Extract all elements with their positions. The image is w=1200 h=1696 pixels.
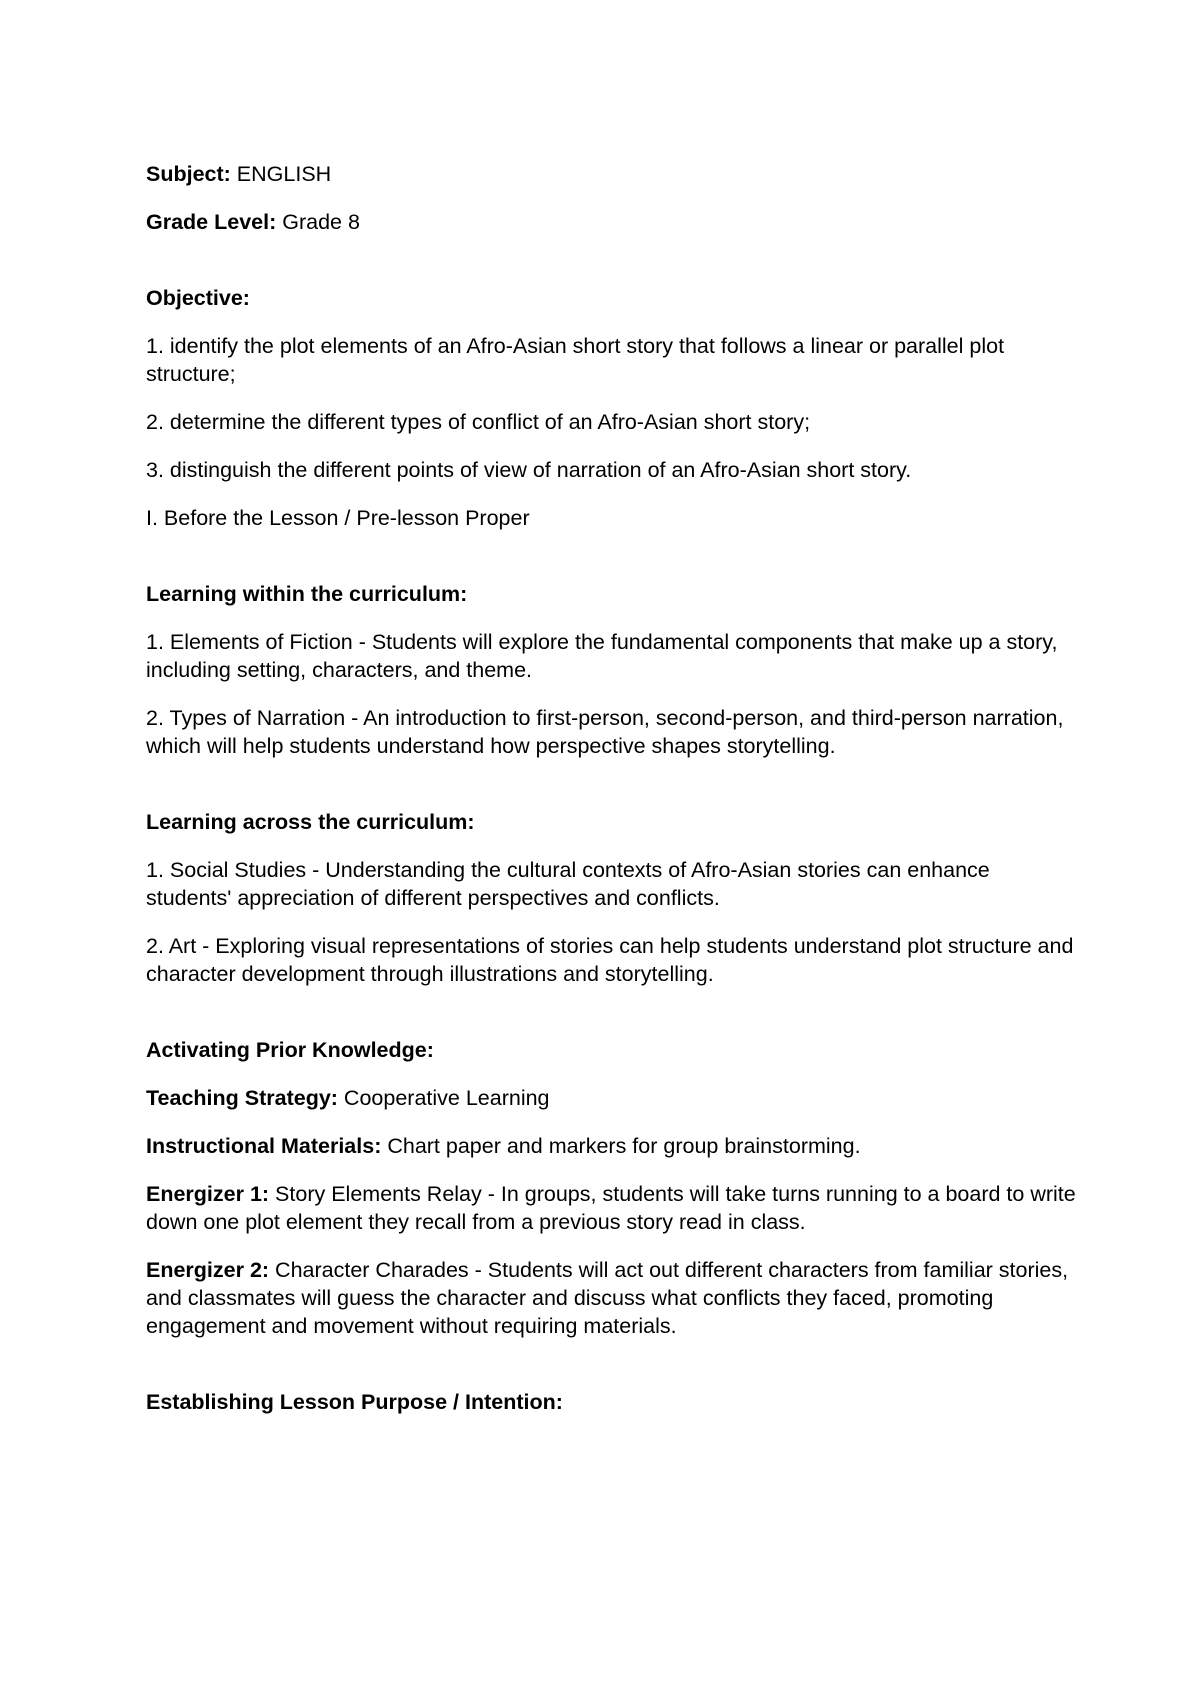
learning-within-item-1: 1. Elements of Fiction - Students will explore the fundamental components that make up a story, including setting, characters, and theme. [146, 630, 1058, 682]
activating-prior-knowledge-heading: Activating Prior Knowledge: [146, 1038, 434, 1062]
energizer-1-value: Story Elements Relay - In groups, students will take turns running to a board to write down one plot element they recall from a previous story read in class. [146, 1182, 1076, 1234]
energizer-1-label: Energizer 1: [146, 1182, 270, 1206]
learning-across-item-1: 1. Social Studies - Understanding the cultural contexts of Afro-Asian stories can enhance students' appreciation of different perspectives and conflicts. [146, 858, 990, 910]
learning-within-heading: Learning within the curriculum: [146, 582, 468, 606]
instructional-materials-value: Chart paper and markers for group brainstorming. [381, 1134, 861, 1158]
energizer-1-line [146, 1180, 1076, 1236]
objective-heading: Objective: [146, 286, 250, 310]
learning-across-item-2: 2. Art - Exploring visual representations of stories can help students understand plot structure and character development through illustrations and storytelling. [146, 934, 1074, 986]
before-lesson-line: I. Before the Lesson / Pre-lesson Proper [146, 506, 530, 530]
grade-level-label: Grade Level: [146, 210, 277, 234]
instructional-materials-line [146, 1132, 1076, 1160]
establishing-purpose-heading: Establishing Lesson Purpose / Intention: [146, 1390, 563, 1414]
objective-item-2: 2. determine the different types of conflict of an Afro-Asian short story; [146, 410, 811, 434]
energizer-2-line [146, 1256, 1076, 1340]
energizer-2-label: Energizer 2: [146, 1258, 270, 1282]
subject-line [146, 160, 1076, 188]
energizer-2-value: Character Charades - Students will act out different characters from familiar stories, and classmates will guess the character and discuss what conflicts they faced, promoting engagement and movement without requiring materials. [146, 1258, 1069, 1338]
document-page [146, 160, 1076, 1416]
objective-item-3: 3. distinguish the different points of view of narration of an Afro-Asian short story. [146, 458, 912, 482]
grade-level-value: Grade 8 [276, 210, 360, 234]
teaching-strategy-label: Teaching Strategy: [146, 1086, 338, 1110]
subject-label: Subject: [146, 162, 231, 186]
grade-level-line [146, 208, 1076, 236]
subject-value: ENGLISH [230, 162, 332, 186]
learning-across-heading: Learning across the curriculum: [146, 810, 475, 834]
teaching-strategy-line [146, 1084, 1076, 1112]
instructional-materials-label: Instructional Materials: [146, 1134, 382, 1158]
teaching-strategy-value: Cooperative Learning [337, 1086, 550, 1110]
learning-within-item-2: 2. Types of Narration - An introduction to first-person, second-person, and third-person narration, which will help students understand how perspective shapes storytelling. [146, 706, 1064, 758]
objective-item-1: 1. identify the plot elements of an Afro-Asian short story that follows a linear or parallel plot structure; [146, 334, 1005, 386]
